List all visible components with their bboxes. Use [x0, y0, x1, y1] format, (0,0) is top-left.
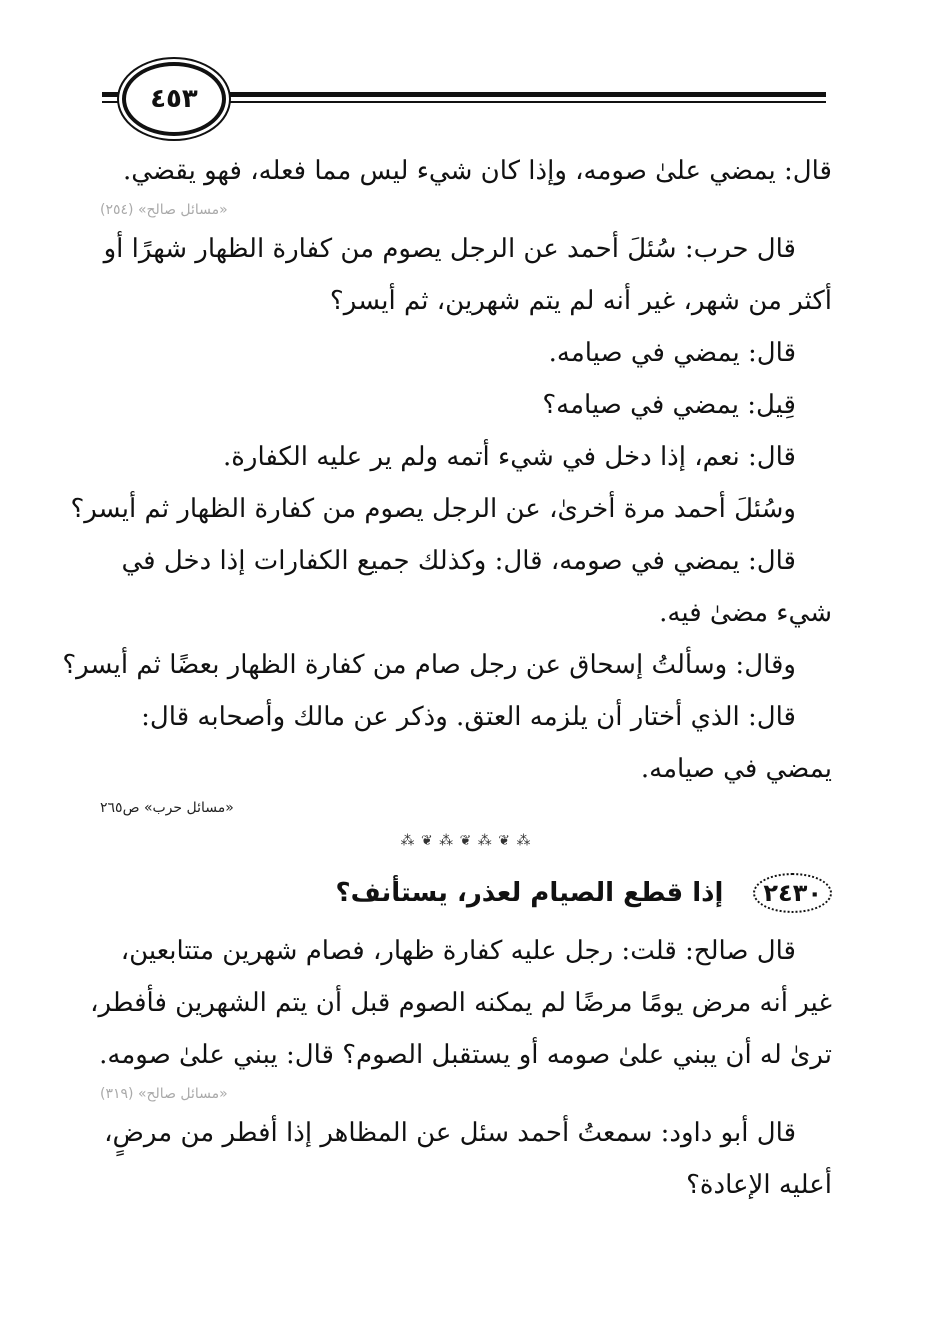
text-line: أكثر من شهر، غير أنه لم يتم شهرين، ثم أيسر؟ — [329, 286, 832, 316]
text-line: ترىٰ له أن يبني علىٰ صومه أو يستقبل الصوم؟ قال: يبني علىٰ صومه. — [99, 1040, 832, 1070]
citation: «مسائل صالح» (٢٥٤) — [100, 202, 228, 218]
header-rule-thick — [210, 92, 826, 97]
text-line: قال: الذي أختار أن يلزمه العتق. وذكر عن مالك وأصحابه قال: — [141, 702, 796, 732]
text-line: قِيل: يمضي في صيامه؟ — [542, 390, 796, 420]
page-header — [0, 0, 944, 140]
section-heading — [100, 861, 832, 925]
text-line: وقال: وسألتُ إسحاق عن رجل صام من كفارة الظهار بعضًا ثم أيسر؟ — [62, 650, 796, 680]
page-body — [62, 145, 832, 1211]
section-title: إذا قطع الصيام لعذر، يستأنف؟ — [335, 878, 724, 908]
page-number: ٤٥٣ — [150, 84, 198, 114]
text-line: قال: يمضي في صيامه. — [548, 338, 796, 368]
text-line: قال أبو داود: سمعتُ أحمد سئل عن المظاهر إذا أفطر من مرضٍ، — [104, 1118, 796, 1148]
text-line: شيء مضىٰ فيه. — [659, 598, 832, 628]
section-number: ٢٤٣٠ — [753, 873, 832, 913]
text-line: يمضي في صيامه. — [640, 754, 832, 784]
citation: «مسائل حرب» ص٢٦٥ — [100, 800, 234, 816]
text-line: قال: يمضي علىٰ صومه، وإذا كان شيء ليس مما فعله، فهو يقضي. — [122, 156, 832, 186]
citation: «مسائل صالح» (٣١٩) — [100, 1086, 228, 1102]
text-line: غير أنه مرض يومًا مرضًا لم يمكنه الصوم قبل أن يتم الشهرين فأفطر، — [90, 988, 832, 1018]
text-line: وسُئلَ أحمد مرة أخرىٰ، عن الرجل يصوم من كفارة الظهار ثم أيسر؟ — [70, 494, 796, 524]
header-rule-thin — [210, 101, 826, 103]
section-divider-ornament: ⁂ ❦ ⁂ ❦ ⁂ ❦ ⁂ — [400, 833, 532, 849]
text-line: قال صالح: قلت: رجل عليه كفارة ظهار، فصام شهرين متتابعين، — [120, 936, 796, 966]
text-line: قال: يمضي في صومه، قال: وكذلك جميع الكفارات إذا دخل في — [121, 546, 796, 576]
page-number-badge — [122, 62, 226, 136]
text-line: قال: نعم، إذا دخل في شيء أتمه ولم ير عليه الكفارة. — [223, 442, 796, 472]
text-line: أعليه الإعادة؟ — [686, 1170, 832, 1200]
text-line: قال حرب: سُئلَ أحمد عن الرجل يصوم من كفارة الظهار شهرًا أو — [103, 234, 796, 264]
